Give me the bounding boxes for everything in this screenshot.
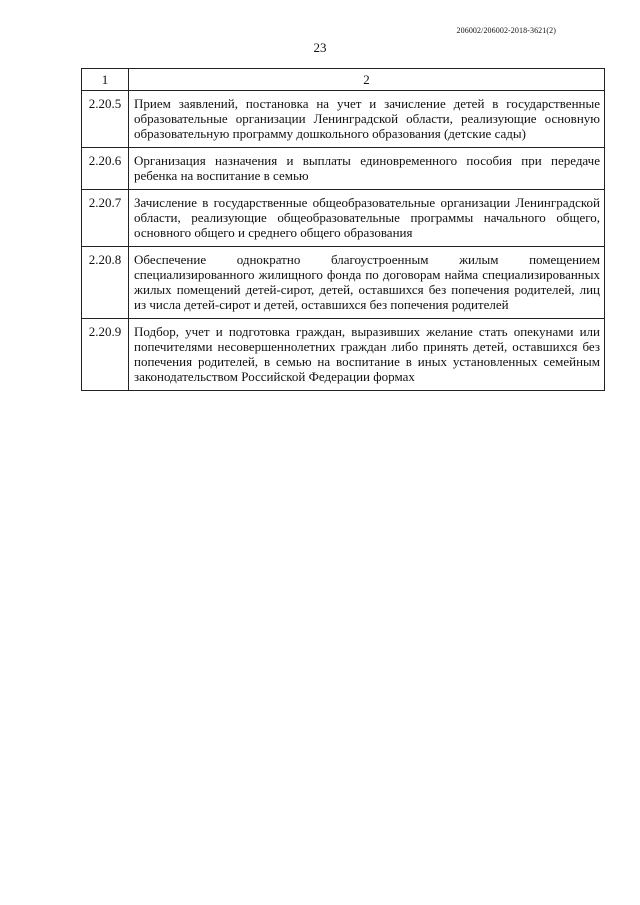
table-row [82, 190, 605, 247]
row-text: Организация назначения и выплаты единовременного пособия при передаче ребенка на воспитание в семью [129, 148, 605, 190]
row-text: Обеспечение однократно благоустроенным жилым помещением специализированного жилищного фонда по договорам найма специализированных жилых помещений детей-сирот, детей, оставшихся без попечения родителей, лиц из числа детей-сирот и детей, оставшихся без попечения родителей [129, 247, 605, 319]
row-text: Подбор, учет и подготовка граждан, выразивших желание стать опекунами или попечителями несовершеннолетних граждан либо принять детей, оставшихся без попечения родителей, в семью на воспитание в иных установленных семейным законодательством Российской Федерации формах [129, 319, 605, 391]
row-code: 2.20.8 [82, 247, 129, 319]
column-header-1: 1 [82, 69, 129, 91]
page-number: 23 [313, 40, 327, 55]
row-text: Прием заявлений, постановка на учет и зачисление детей в государственные образовательные организации Ленинградской области, реализующие основную образовательную программу дошкольного образования (детские сады) [129, 91, 605, 148]
row-code: 2.20.9 [82, 319, 129, 391]
row-text: Зачисление в государственные общеобразовательные организации Ленинградской области, реализующие общеобразовательные программы начального общего, основного общего и среднего общего образования [129, 190, 605, 247]
table-row [82, 247, 605, 319]
document-id: 206002/206002-2018-3621(2) [456, 26, 556, 35]
services-table [81, 68, 605, 391]
row-code: 2.20.5 [82, 91, 129, 148]
table-row [82, 148, 605, 190]
column-header-2: 2 [129, 69, 605, 91]
table-header-row [82, 69, 605, 91]
row-code: 2.20.6 [82, 148, 129, 190]
table-row [82, 91, 605, 148]
table-row [82, 319, 605, 391]
row-code: 2.20.7 [82, 190, 129, 247]
